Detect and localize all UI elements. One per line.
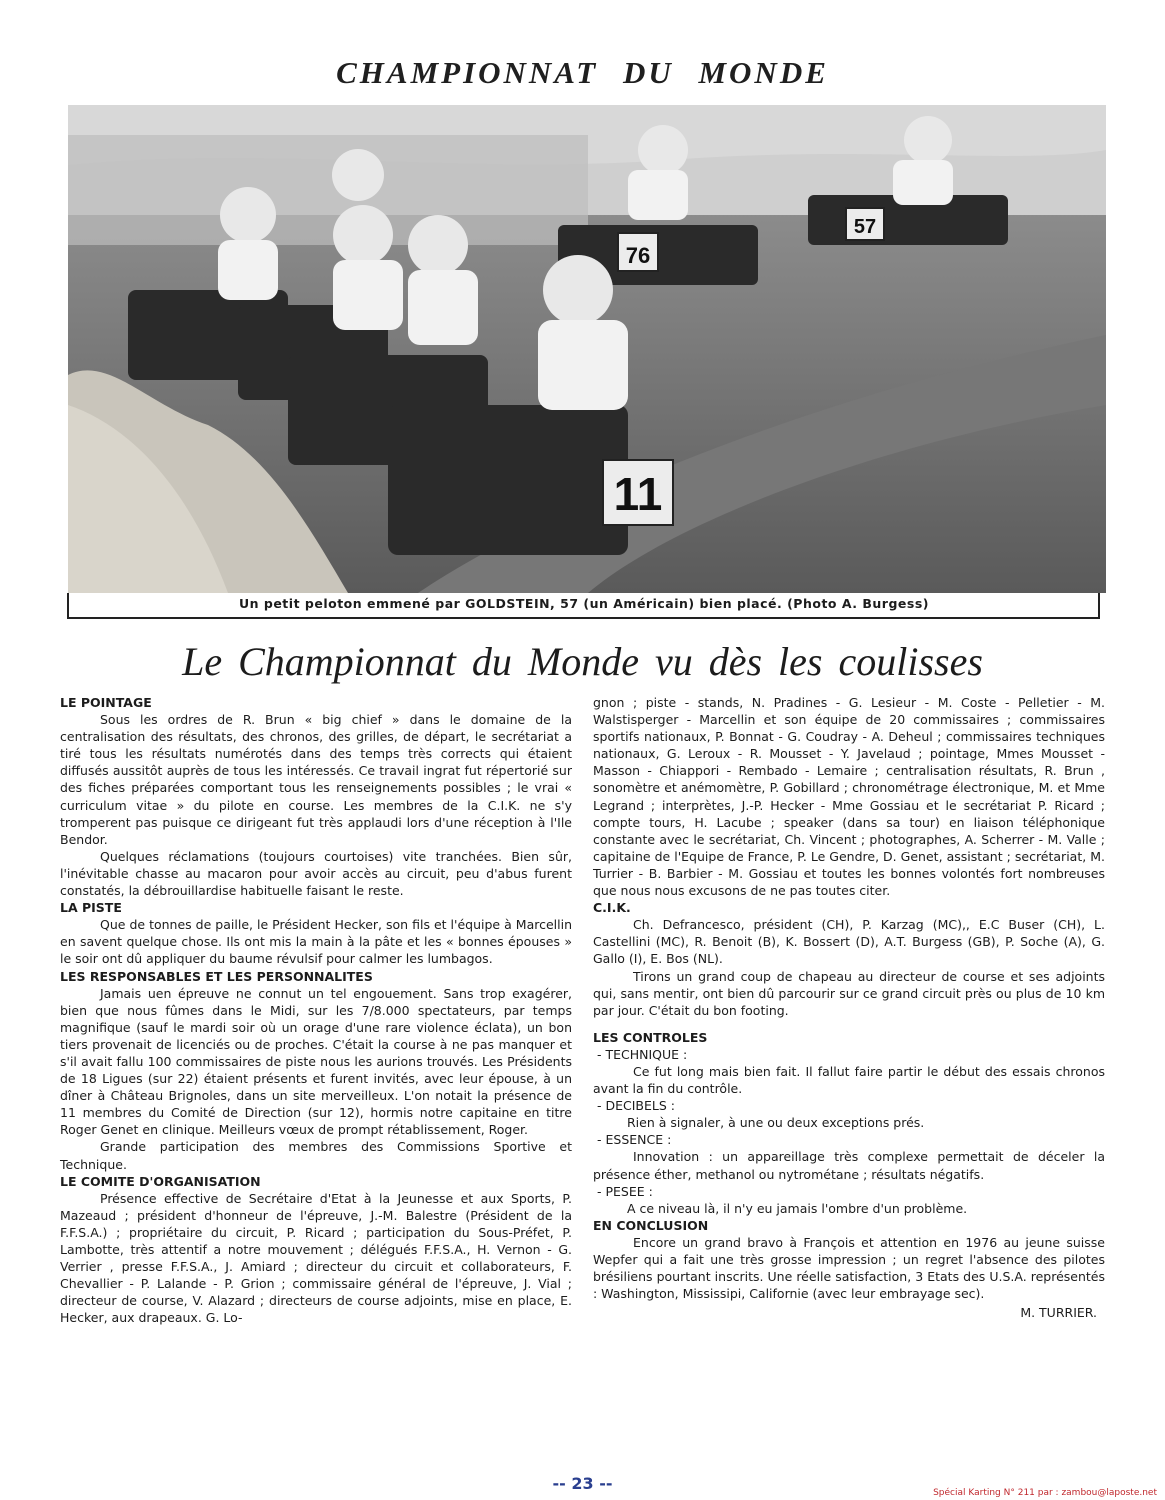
article-title: Le Championnat du Monde vu dès les coulisses [182, 639, 983, 684]
page-header: CHAMPIONNAT DU MONDE [336, 55, 829, 90]
author-signature: M. TURRIER. [1020, 1305, 1097, 1321]
paragraph: Tirons un grand coup de chapeau au directeur de course et ses adjoints qui, sans mentir, ont bien dû parcourir sur ce grand circuit près ou plus de 10 km par jour. C'était du bon footing. [593, 968, 1105, 1018]
caption-frame-bottom [67, 617, 1100, 619]
subheading-decibels: - DECIBELS : [597, 1098, 675, 1114]
paragraph: Ch. Defrancesco, président (CH), P. Karzag (MC),, E.C Buser (CH), L. Castellini (MC), R. Benoit (B), K. Bossert (D), A.T. Burgess (GB), P. Soche (A), G. Gallo (I), E. Bos (NL). [593, 917, 1105, 967]
page-number: -- 23 -- [552, 1474, 613, 1493]
section-heading-responsables: LES RESPONSABLES ET LES PERSONNALITES [60, 968, 373, 984]
footer-credit: Spécial Karting N° 211 par : zambou@laposte.net [933, 1488, 1157, 1498]
paragraph: Que de tonnes de paille, le Président Hecker, son fils et l'équipe à Marcellin en savent quelque chose. Ils ont mis la main à la pâte et les « bonnes épouses » le soir ont dû appliquer du baume révulsif pour calmer les lumbagos. [60, 917, 572, 967]
paragraph: Jamais uen épreuve ne connut un tel engouement. Sans trop exagérer, bien que nous fûmes dans le Midi, sur les 7/8.000 spectateurs, par temps magnifique (sauf le mardi soir où un orage d'une rare violence éclata), un bon tiers provenait de licenciés ou de proches. C'était la course à ne pas manquer et s'il avait fallu 100 commissaires de piste nous les aurions trouvés. Les Présidents de 18 Ligues (sur 22) étaient présents et furent invités, avec leur épouse, à un dîner à Château Brignoles, dans un site merveilleux. L'on notait la présence de 11 membres du Comité de Direction (sur 12), hormis notre capitaine en titre Roger Genet en clinique. Meilleurs vœux de prompt rétablissement, Roger. [60, 985, 572, 1138]
paragraph: Rien à signaler, à une ou deux exceptions prés. [627, 1115, 925, 1131]
kart-race-photo [68, 105, 1106, 593]
subheading-essence: - ESSENCE : [597, 1132, 672, 1148]
left-column [60, 694, 572, 1326]
caption-frame-right [1098, 593, 1100, 619]
paragraph: Sous les ordres de R. Brun « big chief » dans le domaine de la centralisation des résultats, des chronos, des grilles, de départ, le secrétariat a tiré tous les résultats numérotés dans des temps très corrects qui étaient diffusés aussitôt auprès de tous les intéressés. Ce travail ingrat fut répertorié sur des fiches préparées comportant tous les renseignements possibles ; le vrai « curriculum vitae » du pilote en course. Les membres de la C.I.K. ne s'y tromperent pas puisque ce dirigeant fut très applaudi lors d'une réception à l'Ile Bendor. [60, 712, 572, 847]
section-heading-comite: LE COMITE D'ORGANISATION [60, 1173, 261, 1189]
kart-number-11: 11 [613, 468, 663, 520]
subheading-technique: - TECHNIQUE : [597, 1046, 688, 1062]
paragraph: Grande participation des membres des Commissions Sportive et Technique. [60, 1139, 572, 1172]
section-heading-piste: LA PISTE [60, 900, 122, 916]
paragraph: Présence effective de Secrétaire d'Etat à la Jeunesse et aux Sports, P. Mazeaud ; président d'honneur de l'épreuve, J.-M. Balestre (Président de la F.F.S.A.) ; propriétaire du circuit, P. Ricard ; participation du Sous-Préfet, P. Lambotte, très attentif a notre mouvement ; délégués F.F.S.A., H. Vernon - G. Verrier , presse F.F.S.A., J. Amiard ; directeur du circuit et collaborateurs, F. Chevallier - P. Lalande - P. Grion ; commissaire général de l'épreuve, J. Vial ; directeur de course, V. Alazard ; directeurs de course adjoints, mise en place, E. Hecker, aux drapeaux. G. Lo- [60, 1190, 572, 1326]
paragraph: Encore un grand bravo à François et attention en 1976 au jeune suisse Wepfer qui a fait une très grosse impression ; un regret l'absence des pilotes brésiliens pourtant inscrits. Une réelle satisfaction, 3 Etats des U.S.A. représentés : Washington, Mississipi, Californie (avec leur embrayage sec). [593, 1234, 1105, 1302]
paragraph: Quelques réclamations (toujours courtoises) vite tranchées. Bien sûr, l'inévitable chasse au macaron pour avoir accès au circuit, peu d'abus furent constatés, la débrouillardise habituelle faisant le reste. [60, 848, 572, 899]
photo-illustration [68, 105, 1106, 593]
paragraph: A ce niveau là, il n'y eu jamais l'ombre d'un problème. [627, 1200, 968, 1216]
right-column [593, 694, 1105, 1321]
paragraph: Ce fut long mais bien fait. Il fallut faire partir le début des essais chronos avant la fin du contrôle. [593, 1063, 1105, 1097]
kart-number-76: 76 [625, 243, 651, 268]
paragraph-continued: gnon ; piste - stands, N. Pradines - G. Lesieur - M. Coste - Pelletier - M. Walstisperger - Marcellin et son équipe de 20 commissaires ; commissaires sportifs nationaux, P. Bonnat - G. Coudray - A. Deheul ; commissaires techniques nationaux, G. Leroux - R. Mousset - Y. Javelaud ; pointage, Mmes Mousset - Masson - Chiappori - Rembado - Lemaire ; centralisation résultats, R. Brun , sonomètre et anémomètre, P. Gobillard ; chronométrage électronique, M. et Mme Legrand ; interprètes, J.-P. Hecker - Mme Gossiau et le secrétariat P. Ricard ; compte tours, H. Lacube ; speaker (dans sa tour) en liaison téléphonique constante avec le secrétariat, Ch. Vincent ; photographes, A. Scherrer - M. Valle ; capitaine de l'Equipe de France, P. Le Gendre, D. Genet, assistant ; secrétariat, M. Turrier - B. Barbier - M. Gossiau et toutes les bonnes volontés fort nombreuses que nous nous excusons de ne pas toutes citer. [593, 695, 1105, 899]
photo-caption: Un petit peloton emmené par GOLDSTEIN, 57 (un Américain) bien placé. (Photo A. Burgess) [238, 596, 929, 611]
subheading-pesee: - PESEE : [597, 1183, 653, 1199]
paragraph: Innovation : un appareillage très complexe permettait de déceler la présence éther, methanol ou nytrométane ; résultats négatifs. [593, 1149, 1105, 1182]
section-heading-controles: LES CONTROLES [593, 1029, 708, 1045]
caption-frame-left [67, 593, 69, 619]
section-heading-pointage: LE POINTAGE [60, 695, 152, 710]
kart-number-57: 57 [853, 216, 877, 238]
section-heading-conclusion: EN CONCLUSION [593, 1217, 709, 1233]
section-heading-cik: C.I.K. [593, 900, 631, 916]
